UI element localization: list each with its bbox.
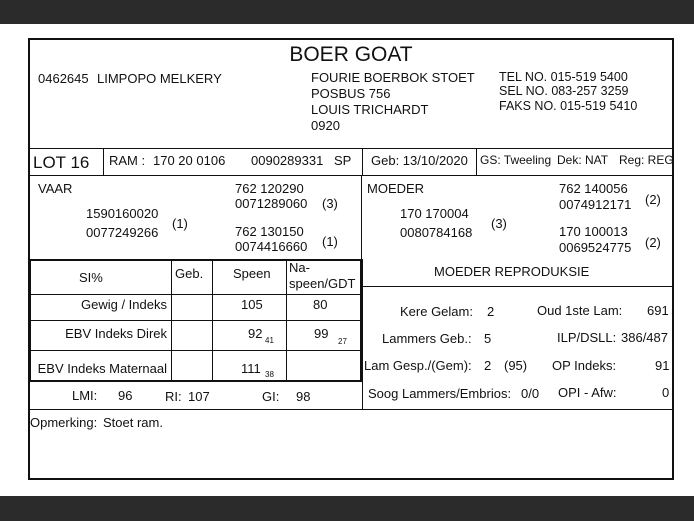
sire-sire-reg-no: 0077249266 — [86, 225, 159, 240]
soog-value: 0/0 — [521, 386, 540, 401]
gesp-gem: (95) — [504, 358, 528, 373]
gesp-value: 2 — [484, 358, 492, 373]
kere-value: 2 — [487, 304, 495, 319]
dam-sire-count: (3) — [491, 216, 507, 231]
seller-name: LIMPOPO MELKERY — [97, 71, 222, 86]
naspeen-header: Na- — [289, 260, 310, 275]
gesp-label: Lam Gesp./(Gem): — [364, 358, 472, 373]
op-value: 91 — [655, 358, 670, 373]
lammers-value: 5 — [484, 331, 492, 346]
dam-sire-id: 170 170004 — [400, 206, 469, 221]
divider — [103, 148, 104, 175]
geb-header: Geb. — [175, 266, 204, 281]
lmi-label: LMI: — [72, 388, 98, 403]
dam-id: 762 140056 — [559, 181, 628, 196]
sire-sire-count: (1) — [172, 216, 188, 231]
divider — [29, 294, 362, 295]
ram-id: 170 20 0106 — [153, 153, 226, 168]
si-header: SI% — [79, 270, 103, 285]
oud-label: Oud 1ste Lam: — [537, 303, 623, 318]
soog-label: Soog Lammers/Embrios: — [368, 386, 512, 401]
sire-dam-reg-no: 0074416660 — [235, 239, 308, 254]
sire-sire-id: 1590160020 — [86, 206, 159, 221]
ram-reg-no: 0090289331 — [251, 153, 324, 168]
dam-dam-id: 170 100013 — [559, 224, 628, 239]
reg-status: Reg: REG — [619, 153, 674, 167]
ram-sp: SP — [334, 153, 352, 168]
bottom-bar — [0, 496, 694, 521]
divider — [362, 148, 363, 175]
sel-number: SEL NO. 083-257 3259 — [499, 84, 629, 98]
sire-dam-count: (1) — [322, 234, 338, 249]
dam-dam-reg-no: 0069524775 — [559, 240, 632, 255]
remarks-label: Opmerking: — [30, 415, 98, 430]
seller-code: 0462645 — [38, 71, 89, 86]
breeder-box: POSBUS 756 — [311, 86, 391, 101]
kere-label: Kere Gelam: — [400, 304, 473, 319]
faks-number: FAKS NO. 015-519 5410 — [499, 99, 638, 113]
speen-value: 92 — [248, 326, 263, 341]
dam-dam-count: (2) — [645, 235, 661, 250]
op-label: OP Indeks: — [552, 358, 617, 373]
sire-reg-no: 0071289060 — [235, 196, 308, 211]
speen-accuracy: 41 — [265, 336, 274, 345]
sire-label: VAAR — [38, 181, 73, 196]
divider — [476, 148, 477, 175]
dek-nat: Dek: NAT — [557, 153, 609, 167]
divider — [361, 175, 362, 259]
opi-label: OPI - Afw: — [558, 385, 617, 400]
gs-twin: GS: Tweeling — [480, 153, 552, 167]
gi-value: 98 — [296, 389, 311, 404]
divider — [286, 259, 287, 380]
divider — [171, 259, 172, 380]
opi-value: 0 — [662, 385, 670, 400]
tel-number: TEL NO. 015-519 5400 — [499, 70, 628, 84]
gdt-header: speen/GDT — [289, 276, 356, 291]
gdt-value: 80 — [313, 297, 328, 312]
ram-label: RAM : — [109, 153, 146, 168]
sire-id: 762 120290 — [235, 181, 304, 196]
remarks-text: Stoet ram. — [103, 415, 163, 430]
dam-count: (2) — [645, 192, 661, 207]
divider — [29, 350, 362, 351]
gdt-value: 99 — [314, 326, 329, 341]
row-label: Gewig / Indeks — [81, 297, 167, 312]
lot-card — [0, 24, 694, 496]
breeder-town: LOUIS TRICHARDT — [311, 102, 429, 117]
lot-number: LOT 16 — [33, 153, 90, 172]
lmi-value: 96 — [118, 388, 133, 403]
row-label: EBV Indeks Maternaal — [37, 361, 167, 376]
row-label: EBV Indeks Direk — [65, 326, 167, 341]
divider — [28, 175, 674, 176]
divider — [362, 259, 363, 409]
dam-reg-no: 0074912171 — [559, 197, 632, 212]
dam-sire-reg-no: 0080784168 — [400, 225, 473, 240]
speen-value: 111 — [241, 361, 261, 376]
breeder-postcode: 0920 — [311, 118, 340, 133]
sire-count: (3) — [322, 196, 338, 211]
ri-value: 107 — [188, 389, 210, 404]
divider — [212, 259, 213, 380]
ri-label: RI: — [165, 389, 182, 404]
divider — [28, 148, 674, 149]
lammers-label: Lammers Geb.: — [382, 331, 472, 346]
repro-title: MOEDER REPRODUKSIE — [434, 264, 590, 279]
divider — [362, 286, 674, 287]
ilp-label: ILP/DSLL: — [557, 330, 617, 345]
breeder-name: FOURIE BOERBOK STOET — [311, 70, 475, 85]
ilp-value: 386/487 — [621, 330, 668, 345]
oud-value: 691 — [647, 303, 669, 318]
page-title: BOER GOAT — [289, 43, 413, 66]
gdt-accuracy: 27 — [338, 337, 347, 346]
birth-date: Geb: 13/10/2020 — [371, 153, 468, 168]
speen-accuracy: 38 — [265, 370, 274, 379]
speen-value: 105 — [241, 297, 263, 312]
sire-dam-id: 762 130150 — [235, 224, 304, 239]
divider — [28, 409, 674, 410]
divider — [29, 320, 362, 321]
dam-label: MOEDER — [367, 181, 425, 196]
speen-header: Speen — [233, 266, 271, 281]
top-bar — [0, 0, 694, 24]
gi-label: GI: — [262, 389, 280, 404]
